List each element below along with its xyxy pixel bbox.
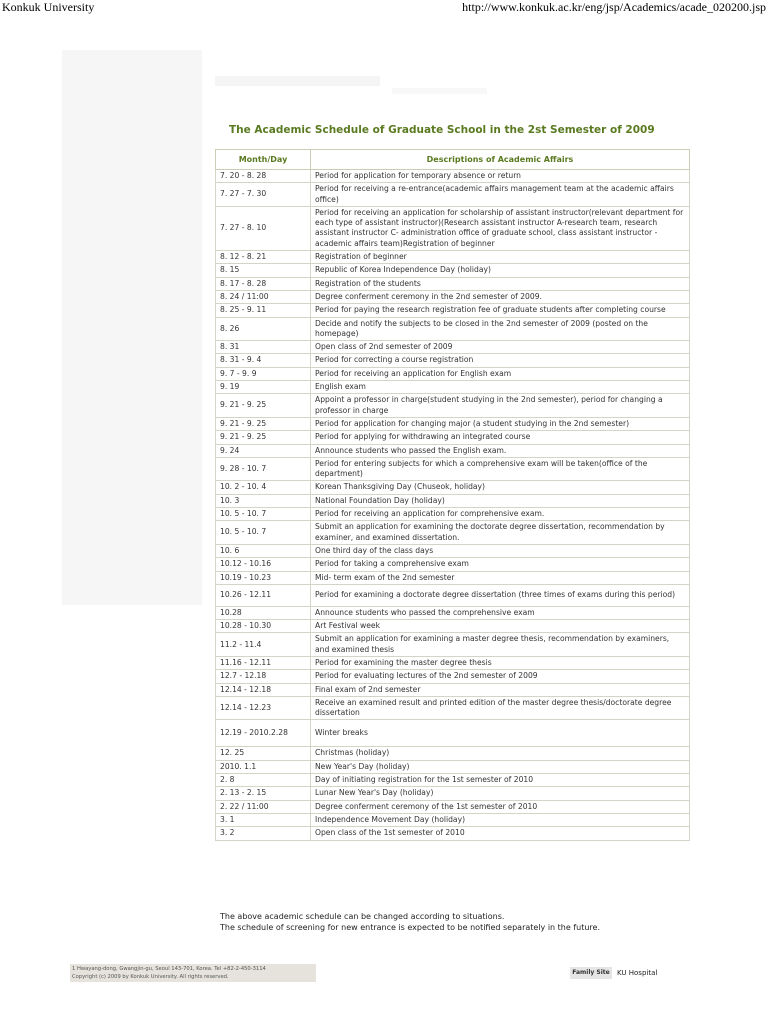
table-row [216,251,690,264]
faint-header-band [215,76,380,86]
row-date: 9. 21 - 9. 25 [216,431,311,444]
row-date: 7. 27 - 7. 30 [216,183,311,207]
row-date: 8. 26 [216,317,311,341]
row-description: Period for evaluating lectures of the 2nd semester of 2009 [311,670,690,683]
print-url: http://www.konkuk.ac.kr/eng/jsp/Academics/acade_020200.jsp [462,0,766,14]
table-row [216,317,690,341]
table-row [216,206,690,250]
table-header-row [216,150,690,170]
row-description: Mid- term exam of the 2nd semester [311,571,690,584]
row-date: 11.2 - 11.4 [216,633,311,657]
row-date: 8. 12 - 8. 21 [216,251,311,264]
row-date: 9. 21 - 9. 25 [216,394,311,418]
table-row [216,290,690,303]
print-site-name: Konkuk University [2,0,95,14]
row-date: 10. 5 - 10. 7 [216,521,311,545]
row-date: 10. 2 - 10. 4 [216,481,311,494]
row-description: Period for receiving an application for scholarship of assistant instructor(relevant department for each type of assistant instructor)(Research assistant instructor A-research team, research assistant instructor C- administration office of graduate school, class assistant instructor - academic affairs team)Registration of beginner [311,206,690,250]
row-date: 11.16 - 12.11 [216,656,311,669]
table-row [216,571,690,584]
row-date: 9. 7 - 9. 9 [216,367,311,380]
table-row [216,774,690,787]
row-description: Period for examining the master degree thesis [311,656,690,669]
table-row [216,381,690,394]
column-header-description: Descriptions of Academic Affairs [311,150,690,170]
row-date: 2. 22 / 11:00 [216,800,311,813]
row-date: 3. 1 [216,813,311,826]
schedule-notes [220,911,600,933]
table-row [216,747,690,760]
table-row [216,264,690,277]
row-date: 9. 24 [216,444,311,457]
row-description: Period for receiving a re-entrance(academic affairs management team at the academic affairs office) [311,183,690,207]
row-description: Open class of 2nd semester of 2009 [311,341,690,354]
row-description: Announce students who passed the comprehensive exam [311,606,690,619]
row-date: 9. 28 - 10. 7 [216,457,311,481]
table-row [216,696,690,720]
row-description: Period for correcting a course registration [311,354,690,367]
row-description: Degree conferment ceremony in the 2nd semester of 2009. [311,290,690,303]
table-row [216,584,690,606]
row-date: 8. 31 - 9. 4 [216,354,311,367]
row-description: Degree conferment ceremony of the 1st semester of 2010 [311,800,690,813]
row-date: 12.19 - 2010.2.28 [216,720,311,747]
table-row [216,606,690,619]
row-description: Korean Thanksgiving Day (Chuseok, holiday) [311,481,690,494]
row-description: Period for application for changing major (a student studying in the 2nd semester) [311,417,690,430]
table-row [216,394,690,418]
table-row [216,494,690,507]
row-description: Decide and notify the subjects to be closed in the 2nd semester of 2009 (posted on the homepage) [311,317,690,341]
table-row [216,354,690,367]
row-description: Period for application for temporary absence or return [311,170,690,183]
row-description: English exam [311,381,690,394]
row-date: 10.28 - 10.30 [216,620,311,633]
row-date: 12. 25 [216,747,311,760]
row-description: Final exam of 2nd semester [311,683,690,696]
table-row [216,277,690,290]
row-description: Independence Movement Day (holiday) [311,813,690,826]
row-date: 7. 27 - 8. 10 [216,206,311,250]
row-description: Open class of the 1st semester of 2010 [311,827,690,840]
table-row [216,620,690,633]
table-row [216,683,690,696]
row-description: Announce students who passed the English exam. [311,444,690,457]
table-row [216,444,690,457]
page-title: The Academic Schedule of Graduate School in the 2st Semester of 2009 [229,124,655,136]
table-row [216,341,690,354]
row-date: 12.14 - 12.18 [216,683,311,696]
row-description: National Foundation Day (holiday) [311,494,690,507]
table-row [216,800,690,813]
table-row [216,481,690,494]
row-date: 10. 6 [216,544,311,557]
row-date: 7. 20 - 8. 28 [216,170,311,183]
row-description: Period for entering subjects for which a comprehensive exam will be taken(office of the department) [311,457,690,481]
note-line: The schedule of screening for new entrance is expected to be notified separately in the future. [220,923,601,932]
table-row [216,304,690,317]
row-date: 10. 3 [216,494,311,507]
table-row [216,183,690,207]
faint-header-band-small [392,88,487,94]
table-row [216,656,690,669]
row-description: New Year's Day (holiday) [311,760,690,773]
table-row [216,558,690,571]
table-row [216,827,690,840]
row-description: Day of initiating registration for the 1st semester of 2010 [311,774,690,787]
table-row [216,417,690,430]
table-row [216,508,690,521]
table-row [216,720,690,747]
column-header-month-day: Month/Day [216,150,311,170]
row-description: Christmas (holiday) [311,747,690,760]
row-date: 2. 8 [216,774,311,787]
note-line: The above academic schedule can be changed according to situations. [220,912,505,921]
family-site-button[interactable]: Family Site [570,967,612,979]
footer-address: 1 Hwayang-dong, Gwangjin-gu, Seoul 143-701, Korea. Tel +82-2-450-3114 [72,966,266,972]
table-row [216,170,690,183]
row-description: One third day of the class days [311,544,690,557]
table-row [216,760,690,773]
row-description: Submit an application for examining the doctorate degree dissertation, recommendation by examiner, and examined dissertation. [311,521,690,545]
row-date: 8. 24 / 11:00 [216,290,311,303]
row-date: 9. 21 - 9. 25 [216,417,311,430]
row-description: Art Festival week [311,620,690,633]
left-sidebar-background [62,50,202,605]
row-description: Period for receiving an application for comprehensive exam. [311,508,690,521]
row-date: 10.26 - 12.11 [216,584,311,606]
row-description: Period for taking a comprehensive exam [311,558,690,571]
row-date: 12.14 - 12.23 [216,696,311,720]
row-description: Submit an application for examining a master degree thesis, recommendation by examiners, and examined thesis [311,633,690,657]
row-description: Registration of the students [311,277,690,290]
row-date: 12.7 - 12.18 [216,670,311,683]
row-date: 2010. 1.1 [216,760,311,773]
row-date: 2. 13 - 2. 15 [216,787,311,800]
table-row [216,457,690,481]
row-date: 8. 17 - 8. 28 [216,277,311,290]
table-row [216,544,690,557]
row-description: Republic of Korea Independence Day (holiday) [311,264,690,277]
row-description: Period for applying for withdrawing an integrated course [311,431,690,444]
row-date: 10. 5 - 10. 7 [216,508,311,521]
table-row [216,787,690,800]
row-description: Appoint a professor in charge(student studying in the 2nd semester), period for changing a professor in charge [311,394,690,418]
row-date: 9. 19 [216,381,311,394]
row-date: 10.19 - 10.23 [216,571,311,584]
table-row [216,633,690,657]
row-description: Receive an examined result and printed edition of the master degree thesis/doctorate degree dissertation [311,696,690,720]
row-date: 3. 2 [216,827,311,840]
ku-hospital-link[interactable]: KU Hospital [617,969,658,977]
table-row [216,431,690,444]
row-date: 8. 31 [216,341,311,354]
row-date: 10.28 [216,606,311,619]
row-description: Period for paying the research registration fee of graduate students after completing course [311,304,690,317]
row-description: Period for examining a doctorate degree dissertation (three times of exams during this period) [311,584,690,606]
row-date: 8. 25 - 9. 11 [216,304,311,317]
table-row [216,367,690,380]
row-date: 8. 15 [216,264,311,277]
table-row [216,813,690,826]
table-row [216,521,690,545]
table-row [216,670,690,683]
row-description: Lunar New Year's Day (holiday) [311,787,690,800]
row-date: 10.12 - 10.16 [216,558,311,571]
row-description: Winter breaks [311,720,690,747]
footer-address-block [70,964,316,982]
row-description: Period for receiving an application for English exam [311,367,690,380]
row-description: Registration of beginner [311,251,690,264]
schedule-table [215,149,690,841]
footer-copyright: Copyright (c) 2009 by Konkuk University. All rights reserved. [72,974,229,980]
print-header [0,0,768,14]
